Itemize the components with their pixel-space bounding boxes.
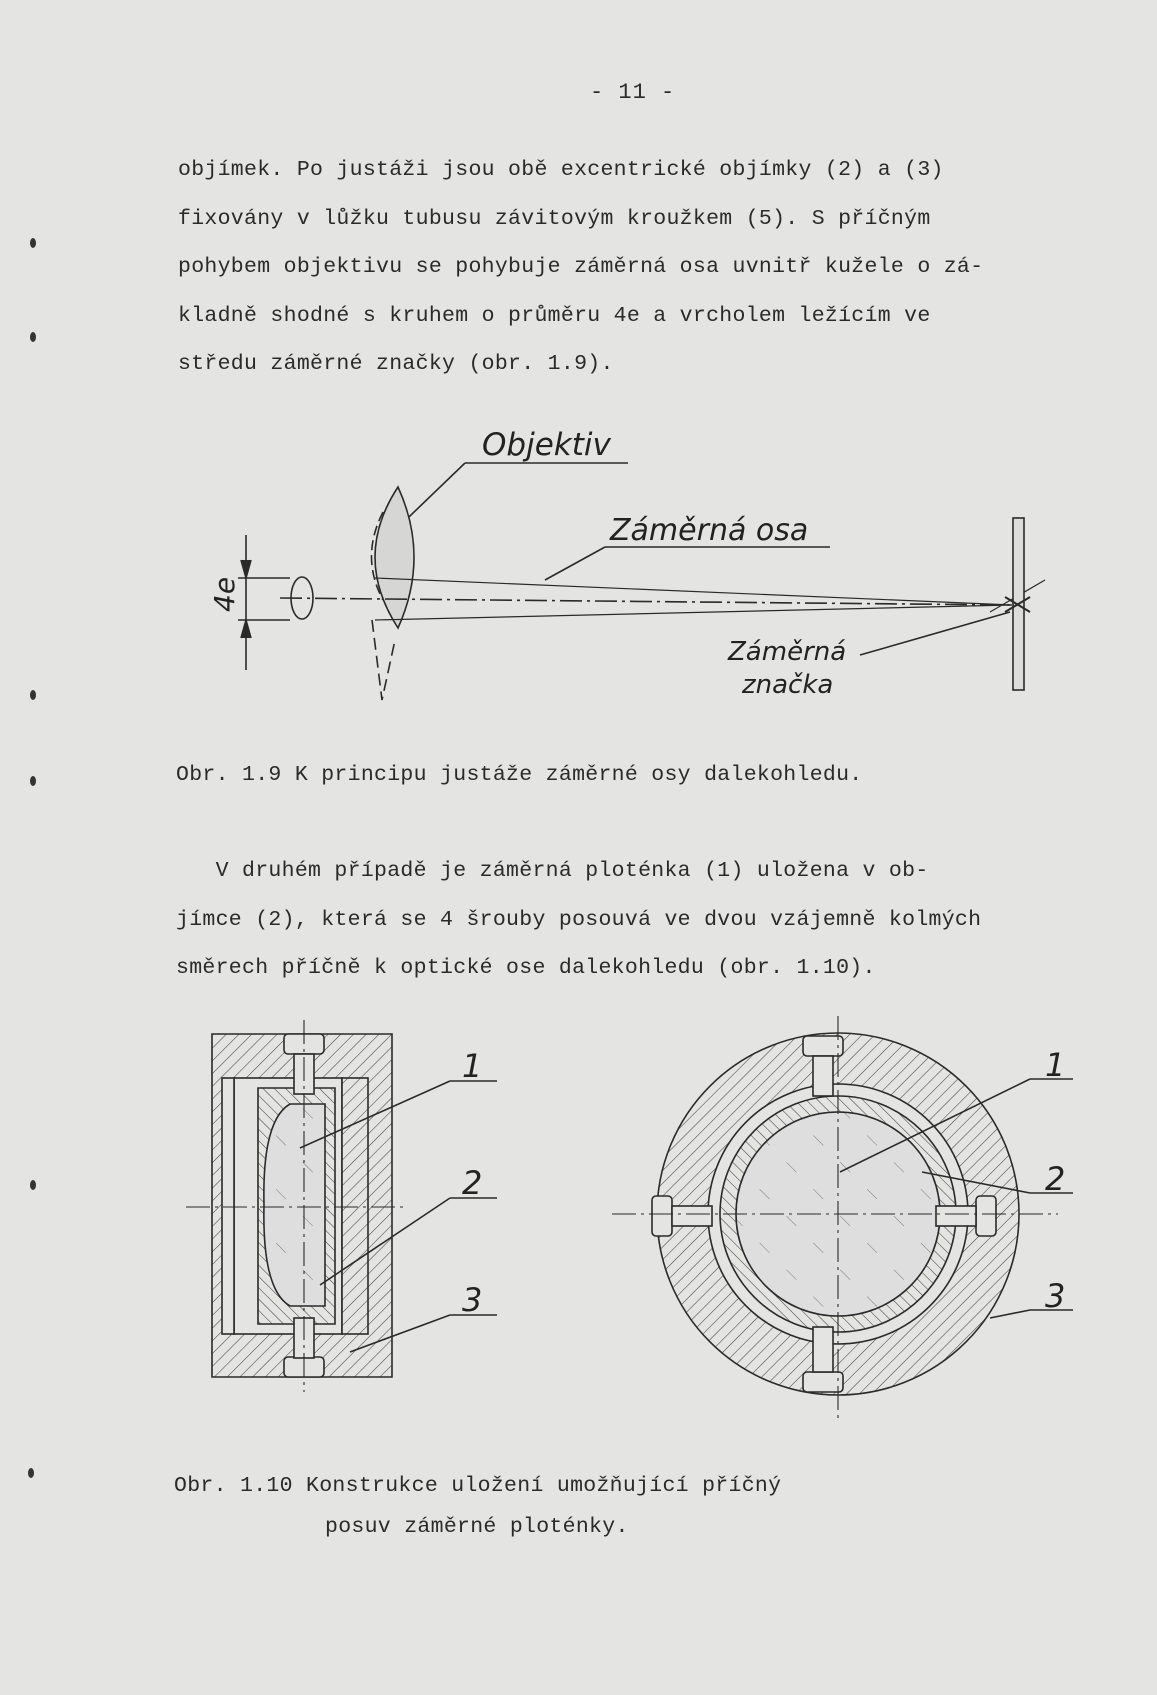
left-label-1: 1 [462, 1047, 483, 1085]
paragraph-1-line: středu záměrné značky (obr. 1.9). [178, 352, 614, 376]
label-4e: 4e [208, 576, 241, 612]
right-label-1: 1 [1045, 1046, 1066, 1084]
scan-mark [30, 776, 36, 786]
leader-2-pointer [320, 1198, 450, 1285]
cone-base-circle [291, 577, 313, 619]
label-zamerna: Záměrná [728, 637, 847, 667]
screw-right-head [976, 1196, 996, 1236]
section-view [186, 1020, 497, 1392]
sleeve-2 [258, 1088, 335, 1324]
right-label-3: 3 [1045, 1277, 1066, 1315]
screw-right-shank [936, 1206, 976, 1226]
screw-top-shank [813, 1056, 833, 1096]
lens-dashed-inner [372, 512, 384, 600]
front-leader-3-pointer [990, 1310, 1030, 1318]
plate-1 [264, 1104, 325, 1306]
dimension-arrow-bottom [241, 620, 251, 638]
right-label-2: 2 [1045, 1160, 1066, 1198]
scan-mark [30, 238, 36, 248]
housing-opening [222, 1078, 234, 1334]
paragraph-2-line: jímce (2), která se 4 šrouby posouvá ve dvou vzájemně kolmých [176, 907, 982, 932]
axis-label-leader [545, 547, 605, 580]
screw-top-head [803, 1036, 843, 1056]
label-objektiv: Objektiv [482, 427, 611, 463]
left-label-2: 2 [462, 1164, 483, 1202]
scan-mark [30, 690, 36, 700]
paragraph-2-line: směrech příčně k optické ose dalekohledu (obr. 1.10). [176, 956, 876, 980]
front-view [612, 1016, 1073, 1420]
reticle-plate [1013, 518, 1024, 690]
screw-left-head [652, 1196, 672, 1236]
figure-1-9-caption: Obr. 1.9 K principu justáže záměrné osy dalekohledu. [176, 763, 863, 787]
label-zamerna-osa: Záměrná osa [610, 513, 809, 548]
leader-3-pointer [350, 1315, 450, 1352]
lens-dashed-shift [372, 620, 395, 700]
screw-top-shank [294, 1054, 314, 1094]
paragraph-1-line: objímek. Po justáži jsou obě excentrické objímky (2) a (3) [178, 158, 944, 182]
dimension-arrow-top [241, 560, 251, 578]
screw-top-head [284, 1034, 324, 1054]
page-number: - 11 - [590, 80, 676, 105]
front-leader-1-pointer [840, 1079, 1030, 1172]
objektiv-leader [385, 463, 465, 540]
screw-left-shank [672, 1206, 712, 1226]
figure-1-10-caption-line1: Obr. 1.10 Konstrukce uložení umožňující příčný [174, 1474, 782, 1498]
housing-3 [212, 1034, 392, 1377]
paragraph-1 [178, 146, 983, 389]
optical-axis [280, 598, 1012, 605]
reticle-cross-2 [1005, 597, 1030, 612]
scan-mark [30, 332, 36, 342]
ray-bottom [375, 605, 1012, 620]
paragraph-1-line: pohybem objektivu se pohybuje záměrná osa uvnitř kužele o zá- [178, 255, 984, 279]
scan-mark [28, 1468, 34, 1478]
housing-cavity [234, 1078, 342, 1334]
housing-wall [342, 1078, 368, 1334]
paragraph-1-line: fixovány v lůžku tubusu závitovým kroužkem (5). S příčným [178, 206, 931, 231]
screw-bottom-head [803, 1372, 843, 1392]
figure-1-10-caption-line2: posuv záměrné ploténky. [325, 1515, 629, 1539]
sleeve-ring-2 [720, 1096, 956, 1332]
mark-label-leader [860, 612, 1010, 655]
left-label-3: 3 [462, 1281, 483, 1319]
ray-top [375, 578, 1012, 605]
scan-mark [30, 1180, 36, 1190]
screw-bottom-shank [813, 1327, 833, 1372]
reticle-cross-1 [1005, 597, 1030, 612]
lens-shape [375, 487, 414, 628]
leader-1-pointer [300, 1081, 450, 1148]
paragraph-1-line: kladně shodné s kruhem o průměru 4e a vrcholem ležícím ve [178, 303, 931, 328]
outer-ring-3 [657, 1033, 1019, 1395]
paragraph-2 [176, 847, 981, 993]
label-znacka: značka [742, 670, 834, 700]
front-leader-2-pointer [922, 1172, 1030, 1193]
plate-disc-1 [736, 1112, 940, 1316]
ray-extension [990, 580, 1045, 612]
ring-gap [708, 1084, 968, 1344]
screw-bottom-shank [294, 1318, 314, 1358]
paragraph-2-line: V druhém případě je záměrná ploténka (1) uložena v ob- [176, 859, 929, 883]
screw-bottom-head [284, 1357, 324, 1377]
